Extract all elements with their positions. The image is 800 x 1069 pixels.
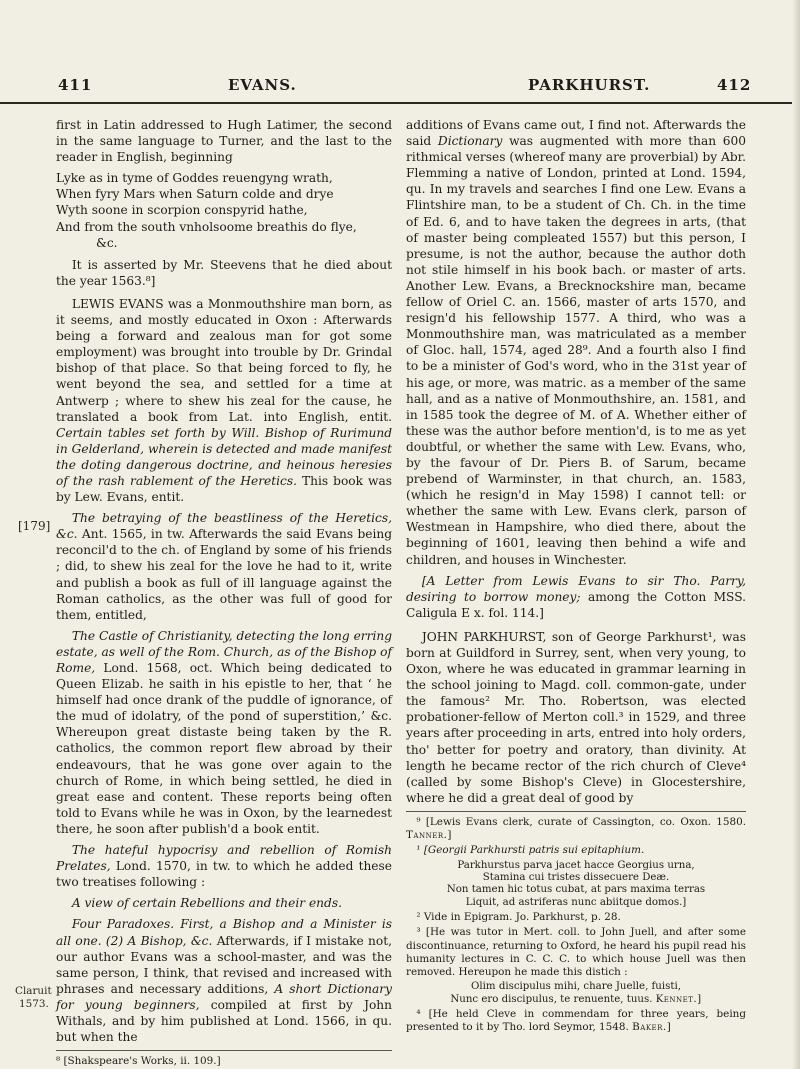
text-run: ⁴ [He held Cleve in commendam for three years, being presented to it by Tho. lord Seymor, 1548. bbox=[406, 1008, 746, 1034]
page-number-right: 412 bbox=[717, 76, 752, 94]
paragraph: first in Latin addressed to Hugh Latimer, the second in the same language to Turner, and the last to the reader in English, beginning bbox=[56, 118, 392, 165]
epitaph-poem bbox=[406, 860, 746, 910]
text-run: compiled at first by John Withals, and by him published at Lond. 1566, in qu. but when the bbox=[56, 997, 392, 1045]
running-header bbox=[0, 76, 800, 102]
attribution: Baker.] bbox=[632, 1021, 672, 1034]
paragraph-lewis-evans bbox=[56, 296, 392, 505]
text-run: Nunc ero discipulus, te renuente, tuus. bbox=[450, 993, 653, 1005]
page-edge-shadow bbox=[792, 0, 800, 1069]
book-title: The betraying of the beastliness of the Heretics, &c. bbox=[56, 511, 392, 542]
footnote bbox=[406, 844, 746, 857]
text-run: This book was by Lew. Evans, entit. bbox=[56, 473, 392, 505]
book-title: A short Dictionary for young beginners, bbox=[56, 981, 393, 1012]
text-run: LEWIS EVANS was a Monmouthshire man born, as it seems, and mostly educated in Oxon : Afterwards being a forward and zealous man for got some employment) was brought into trouble by Dr. Grindal bishop of that place. So that being forced to fly, he went beyond the sea, and settled for a time at Antwerp ; where to shew his zeal for the cause, he translated a book from Lat. into English, entit. bbox=[56, 296, 392, 424]
book-title: The Castle of Christianity, detecting the long erring estate, as well of the Rom. Church, as of the Bishop of Rome, bbox=[56, 628, 392, 675]
paragraph bbox=[406, 117, 746, 568]
book-title: Dictionary bbox=[437, 134, 503, 149]
poem-line: Non tamen hic totus cubat, at pars maxima terras bbox=[446, 884, 706, 896]
text-run: was augmented with more than 600 rithmical verses (whereof many are proverbial) by Abr. Flemming a native of London, printed at Lond. 1594, qu. In my travels and searches I find one Lew. Evans a Flintshire man, to be a student of Ch. Ch. in the time of Ed. 6, and to have taken the degrees in arts, (that of master being compleated 1557) but this person, I presume, is not the author, because the author doth not stile himself in his book bach. or master of arts. Another Lew. Evans, a Brecknockshire man, became fellow of Oriel C. an. 1566, master of arts 1570, and resign'd his fellowship 1577. A third, who was a Monmouthshire man, was matriculated as a member of Gloc. hall, 1574, aged 28⁹. And a fourth also I find to be a minister of God's word, who in the 31st year of his age, or more, was matric. as a member of the same hall, and as a native of Monmouthshire, an. 1581, and in 1585 took the degree of M. of A. Whether either of these was the author before mention'd, is to me as yet doubtful, or whether the same with Lew. Evans, who, by the favour of Dr. Piers B. of Sarum, became prebend of Warminster, in that church, an. 1583, (which he resign'd in May 1598) I cannot tell: or whether the same with Lew. Evans clerk, parson of Westmean in Hampshire, who died there, about the beginning of 1601, leaving then behind a wife and children, and houses in Winchester. bbox=[406, 134, 747, 567]
text-run: ⁹ [Lewis Evans clerk, curate of Cassington, co. Oxon. 1580. bbox=[416, 815, 746, 828]
footnote: ³ [He was tutor in Mert. coll. to John Juell, and after some discontinuance, returning to Oxford, he heard his pupil read his humanity lectures in C. C. C. to which house Juell was then removed. Hereupon he made this distich : bbox=[406, 926, 746, 978]
letter-title: [A Letter from Lewis Evans to sir Tho. Parry, desiring to borrow money; bbox=[406, 573, 746, 604]
paragraph bbox=[56, 842, 392, 890]
paragraph bbox=[56, 628, 392, 837]
right-column bbox=[406, 117, 746, 1036]
verse-quotation bbox=[56, 170, 392, 250]
book-title: The hateful hypocrisy and rebellion of Romish Prelates, bbox=[56, 843, 392, 874]
book-title: A view of certain Rebellions and their ends. bbox=[71, 896, 342, 911]
book-title: Four Paradoxes. First, a Bishop and a Minister is all one. (2) A Bishop, &c. bbox=[56, 917, 392, 948]
distich-poem bbox=[406, 981, 746, 1006]
attribution: Kennet.] bbox=[655, 993, 702, 1005]
margin-page-marker: [179] bbox=[18, 519, 51, 533]
verse-line: &c. bbox=[96, 235, 118, 250]
text-run: Lond. 1570, in tw. to which he added these two treatises following : bbox=[56, 859, 392, 890]
poem-line: Parkhurstus parva jacet hacce Georgius urna, bbox=[457, 859, 695, 871]
footnote bbox=[406, 1008, 746, 1034]
page-number-left: 411 bbox=[58, 76, 93, 94]
verse-line: And from the south vnholsoome breathis do flye, bbox=[56, 219, 357, 234]
book-title: Certain tables set forth by Will. Bishop of Rurimund in Gelderland, wherein is detected and made manifest the doting dangerous doctrine, and heinous heresies of the rash rablement of the Heretics. bbox=[56, 425, 392, 488]
text-run: Lond. 1568, oct. Which being dedicated to Queen Elizab. he saith in his epistle to her, that ‘ he himself had once drank of the puddle of ignorance, of the mud of idolatry, of the pond of superstition,’ &c. Whereupon great distaste being taken by the R. catholics, the common report flew abroad by their endeavours, that he was gone over again to the church of Rome, in which being settled, he died in great ease and content. These reports being often told to Evans while he was in Oxon, by the learnedest there, he soon after publish'd a book entit. bbox=[56, 661, 392, 836]
paragraph bbox=[56, 510, 392, 623]
footnote-rule bbox=[56, 1050, 392, 1051]
footnote: ⁸ [Shakspeare's Works, ii. 109.] bbox=[56, 1055, 221, 1068]
footnote: ² Vide in Epigram. Jo. Parkhurst, p. 28. bbox=[416, 911, 621, 924]
footnotes bbox=[406, 816, 746, 1034]
verse-line: Wyth soone in scorpion conspyrid hathe, bbox=[56, 203, 308, 218]
poem-line bbox=[406, 994, 746, 1006]
left-column bbox=[56, 117, 392, 1068]
poem-line: Liquit, ad astriferas nunc abiitque domos.] bbox=[465, 896, 687, 908]
verse-line: Lyke as in tyme of Goddes reuengyng wrath, bbox=[56, 171, 333, 186]
header-rule bbox=[0, 102, 800, 104]
paragraph: It is asserted by Mr. Steevens that he died about the year 1563.⁸] bbox=[56, 257, 392, 288]
footnote-title: ¹ [Georgii Parkhursti patris sui epitaphium. bbox=[416, 844, 645, 857]
paragraph-letter bbox=[406, 573, 746, 621]
text-run: Ant. 1565, in tw. Afterwards the said Evans being reconcil'd to the ch. of England by some of his friends ; did, to shew his zeal for the love he had to it, write and publish a book as full of ill language against the Roman catholics, as the other was full of good for them, entitled, bbox=[56, 527, 393, 622]
running-title-left: EVANS. bbox=[228, 76, 297, 94]
paragraph bbox=[56, 916, 392, 1045]
paragraph-john-parkhurst: JOHN PARKHURST, son of George Parkhurst¹, was born at Guildford in Surrey, sent, when very young, to Oxon, where he was educated in grammar learning in the school joining to Magd. coll. common-gate, under the famous² Mr. Tho. Robertson, was elected probationer-fellow of Merton coll.³ in 1529, and three years after proceeding in arts, entred into holy orders, tho' better for poetry and oratory, than divinity. At length he became rector of the rich church of Cleve⁴ (called by some Bishop's Cleve) in Glocestershire, where he did a great deal of good by bbox=[406, 629, 746, 805]
footnote bbox=[406, 816, 746, 842]
text-run: additions of Evans came out, I find not. Afterwards the said bbox=[406, 118, 746, 149]
margin-claruit: Claruit bbox=[15, 985, 52, 997]
attribution: Tanner.] bbox=[406, 829, 452, 842]
text-run: among the Cotton MSS. Caligula E x. fol. 114.] bbox=[406, 589, 746, 620]
running-title-right: PARKHURST. bbox=[528, 76, 651, 94]
text-run: Afterwards, if I mistake not, our author Evans was a school-master, and was the same person, I think, that revised and increased with phrases and necessary additions, bbox=[56, 933, 392, 996]
verse-line: When fyry Mars when Saturn colde and drye bbox=[56, 187, 334, 202]
paragraph bbox=[56, 895, 392, 911]
poem-line: Olim discipulus mihi, chare Juelle, fuisti, bbox=[471, 981, 681, 993]
footnote-rule bbox=[406, 811, 746, 812]
margin-claruit-year: 1573. bbox=[19, 998, 49, 1010]
poem-line: Stamina cui tristes dissecuere Deæ. bbox=[482, 871, 670, 883]
